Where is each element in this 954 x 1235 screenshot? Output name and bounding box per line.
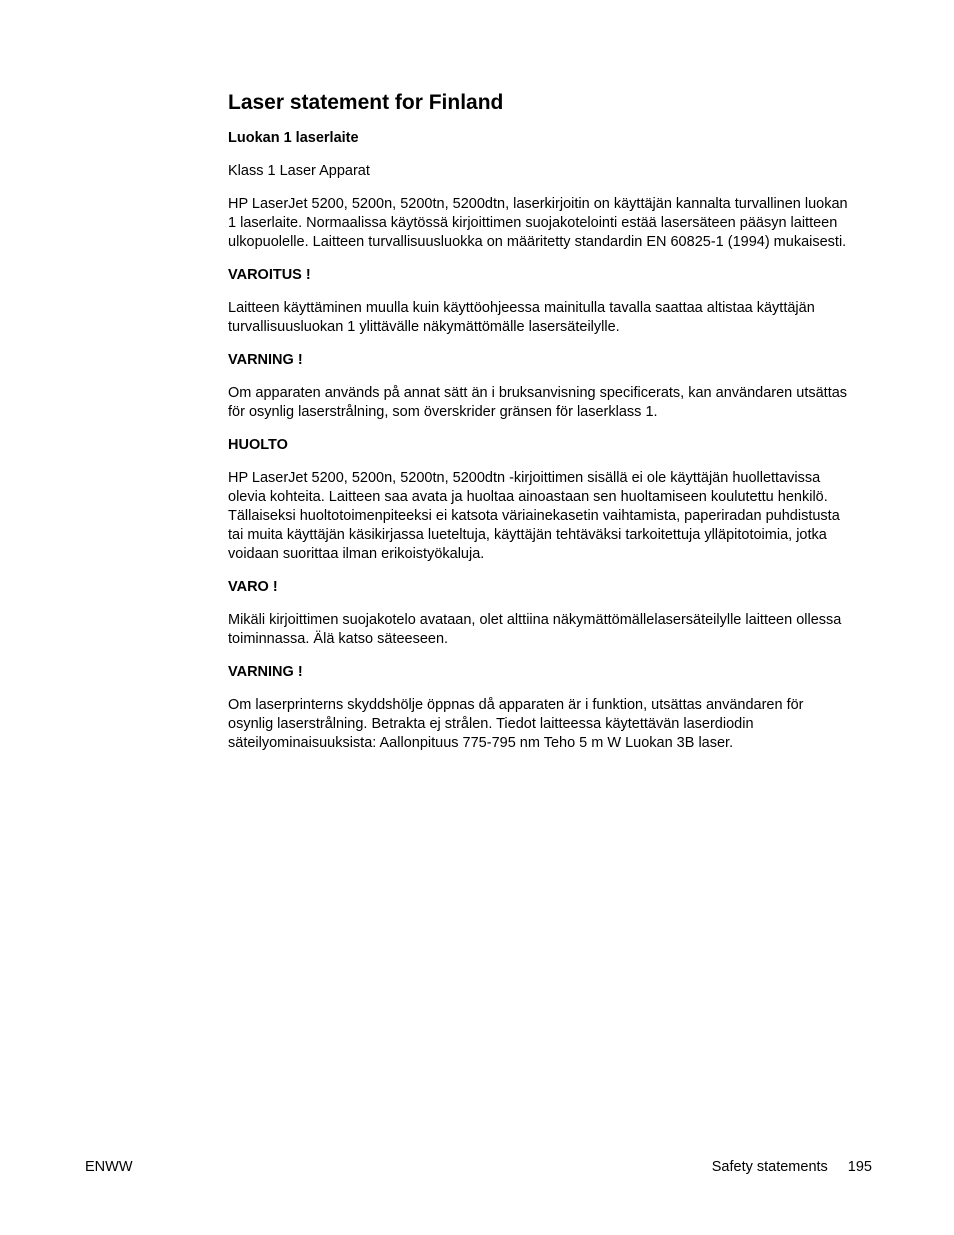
paragraph-huolto: HP LaserJet 5200, 5200n, 5200tn, 5200dtn -kirjoittimen sisällä ei ole käyttäjän huollettavissa olevia kohteita. Laitteen saa avata ja huoltaa ainoastaan sen huoltamiseen koulutettu henkilö. Tällaiseksi huoltotoimenpiteeksi ei katsota väriainekasetin vaihtamista, paperiradan puhdistusta tai muita käyttäjän käsikirjassa lueteltuja, käyttäjän tehtäväksi tarkoitettuja ylläpitotoimia, jotka voidaan suorittaa ilman erikoistyökaluja. bbox=[228, 470, 840, 562]
paragraph-varning-2: Om laserprinterns skyddshölje öppnas då apparaten är i funktion, utsättas användaren för osynlig laserstrålning. Betrakta ej strålen. Tiedot laitteessa käytettävän laserdiodin säteilyominaisuuksista: Aallonpituus 775-795 nm Teho 5 m W Luokan 3B laser. bbox=[228, 697, 804, 751]
subheading-varning-1: VARNING ! bbox=[228, 352, 303, 368]
page-content bbox=[228, 88, 852, 767]
paragraph-class1-sv: Klass 1 Laser Apparat bbox=[228, 163, 370, 179]
paragraph-varo: Mikäli kirjoittimen suojakotelo avataan, olet alttiina näkymättömällelasersäteilylle laitteen ollessa toiminnassa. Älä katso säteeseen. bbox=[228, 612, 842, 647]
subheading-varoitus: VAROITUS ! bbox=[228, 267, 311, 283]
subheading-huolto: HUOLTO bbox=[228, 437, 288, 453]
footer-right bbox=[712, 1158, 872, 1177]
subheading-varning-2: VARNING ! bbox=[228, 664, 303, 680]
page-title: Laser statement for Finland bbox=[228, 91, 504, 114]
paragraph-class1-fi: HP LaserJet 5200, 5200n, 5200tn, 5200dtn, laserkirjoitin on käyttäjän kannalta turvallinen luokan 1 laserlaite. Normaalissa käytössä kirjoittimen suojakotelointi estää lasersäteen pääsyn laitteen ulkopuolelle. Laitteen turvallisuusluokka on määritetty standardin EN 60825-1 (1994) mukaisesti. bbox=[228, 196, 848, 250]
subheading-varo: VARO ! bbox=[228, 579, 278, 595]
page-number: 195 bbox=[847, 1159, 872, 1175]
paragraph-varoitus: Laitteen käyttäminen muulla kuin käyttöohjeessa mainitulla tavalla saattaa altistaa käyttäjän turvallisuusluokan 1 ylittävälle näkymättömälle lasersäteilylle. bbox=[228, 300, 815, 335]
subheading-class1: Luokan 1 laserlaite bbox=[228, 130, 359, 146]
footer-section-title: Safety statements bbox=[711, 1159, 828, 1175]
footer-left-label: ENWW bbox=[85, 1159, 133, 1175]
paragraph-varning-1: Om apparaten används på annat sätt än i bruksanvisning specificerats, kan användaren utsättas för osynlig laserstrålning, som överskrider gränsen för laserklass 1. bbox=[228, 385, 848, 420]
